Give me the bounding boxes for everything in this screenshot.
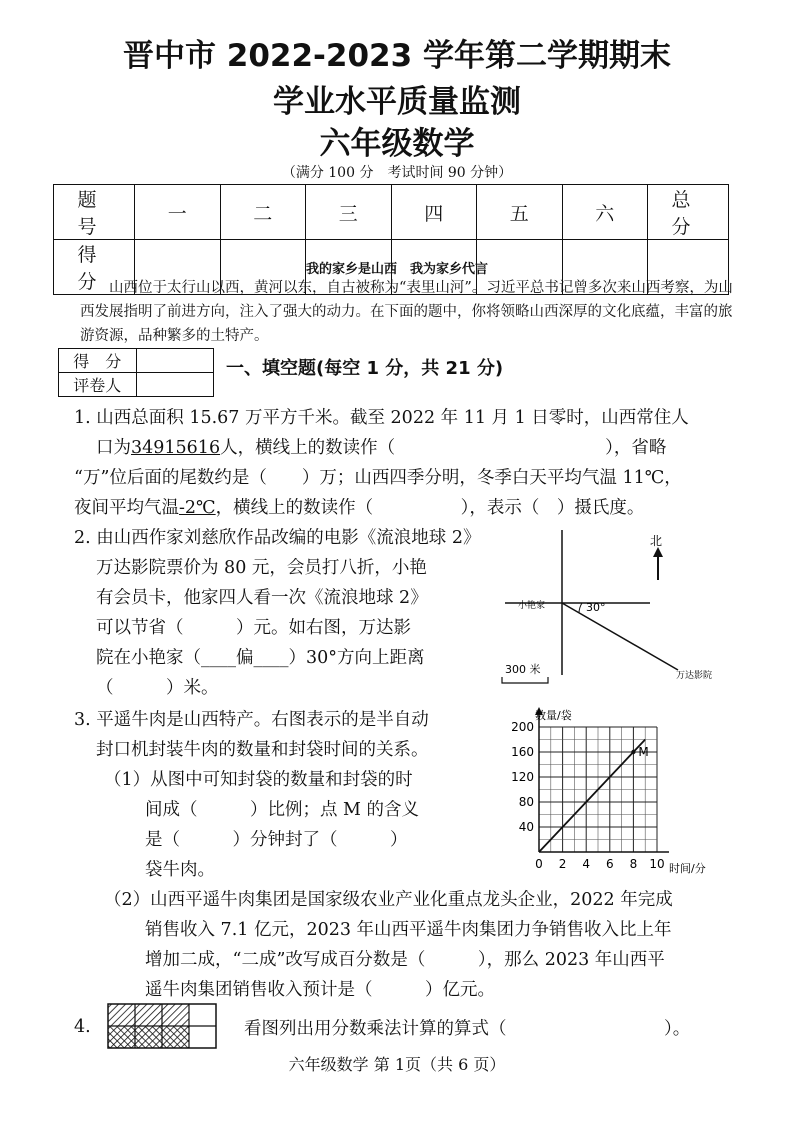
q1-text-b: 人，横线上的数读作（ ），省略 [220, 438, 667, 458]
scale-label: 300 米 [505, 663, 541, 676]
score-cell-2: 二 [220, 185, 306, 240]
q1-line-2 [96, 434, 666, 459]
chart-x-tick-label: 4 [582, 857, 591, 871]
chart-x-tick-label: 10 [649, 857, 665, 871]
q1-temperature: -2℃ [179, 498, 216, 518]
exam-note: （满分 100 分 考试时间 90 分钟） [281, 165, 513, 181]
chart-y-tick-label: 160 [511, 745, 534, 759]
q3-part2-line-2: 销售收入 7.1 亿元，2023 年山西平遥牛肉集团力争销售收入比上年 [145, 920, 672, 940]
chart-point-m-label: M [638, 745, 649, 759]
grader-score-label: 得 分 [59, 349, 137, 373]
chart-x-tick-label: 0 [535, 857, 543, 871]
q1-line-1: 1. 山西总面积 15.67 万平方千米。截至 2022 年 11 月 1 日零时，山西常住人 [74, 408, 689, 428]
chart-point-m [631, 750, 635, 754]
score-cell-total: 总 分 [648, 185, 729, 240]
score-cell-4: 四 [391, 185, 477, 240]
title-line-3: 六年级数学 [319, 126, 475, 162]
q3-part1-line-2: 间成（ ）比例；点 M 的含义 [145, 800, 420, 820]
q3-line-chart [495, 702, 735, 880]
chart-y-axis-label: 数量/袋 [535, 709, 572, 722]
q2-line-1: 2. 由山西作家刘慈欣作品改编的电影《流浪地球 2》 [74, 528, 481, 548]
q3-part1-line-1: （1）从图中可知封袋的数量和封袋的时 [104, 770, 413, 790]
chart-y-tick-label: 80 [518, 795, 534, 809]
score-cell-5: 五 [477, 185, 563, 240]
q3-part1-line-4: 袋牛肉。 [145, 860, 215, 880]
chart-series-line [539, 740, 645, 853]
north-arrow-icon [653, 547, 663, 557]
chart-x-tick-label: 6 [605, 857, 614, 871]
page-footer: 六年级数学 第 1页（共 6 页） [288, 1055, 506, 1074]
q2-line-4: 可以节省（ ）元。如右图，万达影 [96, 618, 411, 638]
score-cell-6: 六 [562, 185, 648, 240]
grader-reviewer-label: 评卷人 [59, 373, 137, 397]
chart-y-tick-label: 120 [511, 770, 534, 784]
q1-text-a: 口为 [96, 438, 131, 458]
chart-y-tick-label: 40 [518, 820, 534, 834]
north-label: 北 [650, 534, 663, 548]
q3-part2-line-4: 遥牛肉集团销售收入预计是（ ）亿元。 [145, 980, 495, 1000]
q2-line-2: 万达影院票价为 80 元，会员打八折，小艳 [96, 558, 427, 578]
q1-population: 34915616 [131, 438, 221, 458]
q1-text-c: 夜间平均气温 [74, 498, 179, 518]
q3-part2-line-1: （2）山西平遥牛肉集团是国家级农业产业化重点龙头企业，2022 年完成 [104, 890, 673, 910]
q4-number: 4. [74, 1017, 91, 1037]
intro-subtitle: 我的家乡是山西 我为家乡代言 [305, 262, 488, 277]
q2-line-5: 院在小艳家（____偏____）30°方向上距离 [96, 648, 425, 668]
q3-line-1: 3. 平遥牛肉是山西特产。右图表示的是半自动 [74, 710, 429, 730]
grader-reviewer-input[interactable] [136, 373, 214, 397]
score-cell-1: 一 [135, 185, 221, 240]
chart-y-tick-label: 200 [511, 720, 534, 734]
map-direction-ray [562, 603, 678, 670]
q4-double-shaded-region [108, 1026, 189, 1048]
q3-line-2: 封口机封装牛肉的数量和封袋时间的关系。 [96, 740, 429, 760]
q4-text: 看图列出用分数乘法计算的算式（ ）。 [244, 1019, 691, 1039]
score-row-label: 得 分 [54, 240, 135, 295]
cinema-label: 万达影院 [676, 671, 713, 681]
title-line-1: 晋中市 2022-2023 学年第二学期期末 [122, 38, 671, 74]
q2-line-3: 有会员卡，他家四人看一次《流浪地球 2》 [96, 588, 428, 608]
home-label: 小艳家 [518, 601, 546, 611]
section-1-title: 一、填空题(每空 1 分，共 21 分) [226, 358, 504, 379]
score-cell-label: 题 号 [54, 185, 135, 240]
q3-part1-line-3: 是（ ）分钟封了（ ） [145, 830, 408, 850]
q1-line-4 [74, 494, 644, 519]
angle-arc [579, 603, 582, 613]
q1-text-d: ，横线上的数读作（ ），表示（ ）摄氏度。 [215, 498, 645, 518]
chart-x-axis-label: 时间/分 [669, 862, 706, 875]
q4-fraction-figure [106, 1002, 218, 1050]
intro-paragraph: 山西位于太行山以西，黄河以东，自古被称为“表里山河”。习近平总书记曾多次来山西考察，为山西发展指明了前进方向，注入了强大的动力。在下面的题中，你将领略山西深厚的文化底蕴，丰富的旅游资源，品种繁多的土特产。 [80, 280, 733, 344]
angle-label: 30° [586, 601, 606, 614]
q2-line-6: （ ）米。 [96, 678, 219, 698]
title-line-2: 学业水平质量监测 [273, 84, 521, 120]
q3-part2-line-3: 增加二成，“二成”改写成百分数是（ ），那么 2023 年山西平 [145, 950, 665, 970]
direction-map [490, 525, 740, 695]
score-table-header-row [54, 185, 729, 240]
chart-x-tick-label: 2 [558, 857, 567, 871]
grader-score-input[interactable] [136, 349, 214, 373]
scale-bar [502, 677, 548, 683]
grader-box [58, 348, 214, 397]
chart-x-tick-label: 8 [629, 857, 638, 871]
score-cell-3: 三 [306, 185, 392, 240]
q1-line-3: “万”位后面的尾数约是（ ）万；山西四季分明，冬季白天平均气温 11℃， [74, 468, 682, 488]
